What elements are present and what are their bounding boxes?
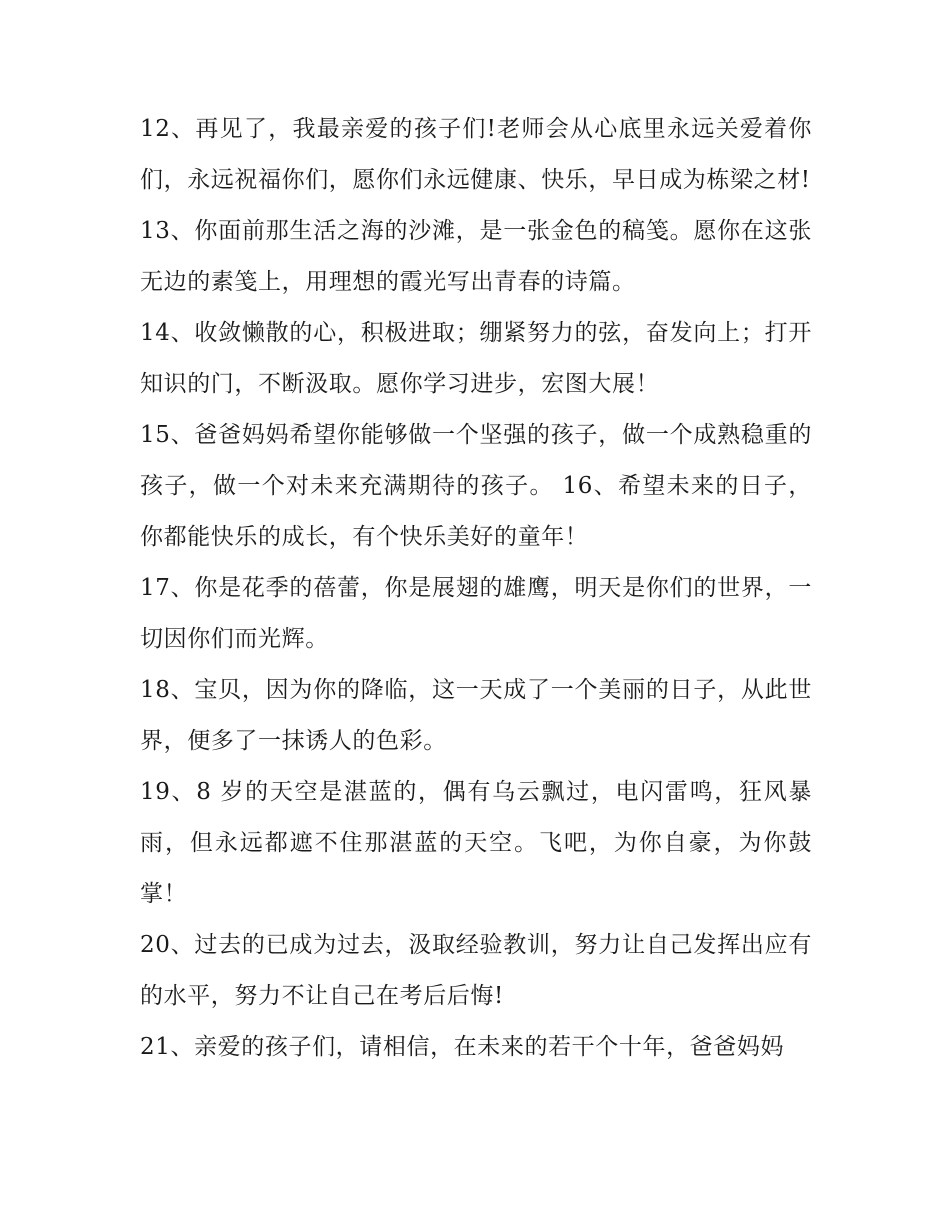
paragraph-14: 14、收敛懒散的心，积极进取；绷紧努力的弦，奋发向上；打开知识的门，不断汲取。愿你学习进步，宏图大展！ [140,320,812,397]
document-body [140,104,812,1073]
paragraph-13: 13、你面前那生活之海的沙滩，是一张金色的稿笺。愿你在这张无边的素笺上，用理想的霞光写出青春的诗篇。 [140,218,812,295]
paragraph-15-16: 15、爸爸妈妈希望你能够做一个坚强的孩子，做一个成熟稳重的孩子，做一个对未来充满期待的孩子。 16、希望未来的日子，你都能快乐的成长，有个快乐美好的童年！ [140,422,812,550]
paragraph-20: 20、过去的已成为过去，汲取经验教训，努力让自己发挥出应有的水平，努力不让自己在考后后悔! [140,932,812,1009]
paragraph-19: 19、8 岁的天空是湛蓝的，偶有乌云飘过，电闪雷鸣，狂风暴雨，但永远都遮不住那湛蓝的天空。飞吧，为你自豪，为你鼓掌！ [140,779,812,907]
paragraph-21: 21、亲爱的孩子们，请相信，在未来的若干个十年，爸爸妈妈 [140,1034,785,1060]
paragraph-17: 17、你是花季的蓓蕾，你是展翅的雄鹰，明天是你们的世界，一切因你们而光辉。 [140,575,812,652]
paragraph-18: 18、宝贝，因为你的降临，这一天成了一个美丽的日子，从此世界，便多了一抹诱人的色彩。 [140,677,812,754]
paragraph-12: 12、再见了，我最亲爱的孩子们!老师会从心底里永远关爱着你们，永远祝福你们，愿你们永远健康、快乐，早日成为栋梁之材! [140,116,812,193]
